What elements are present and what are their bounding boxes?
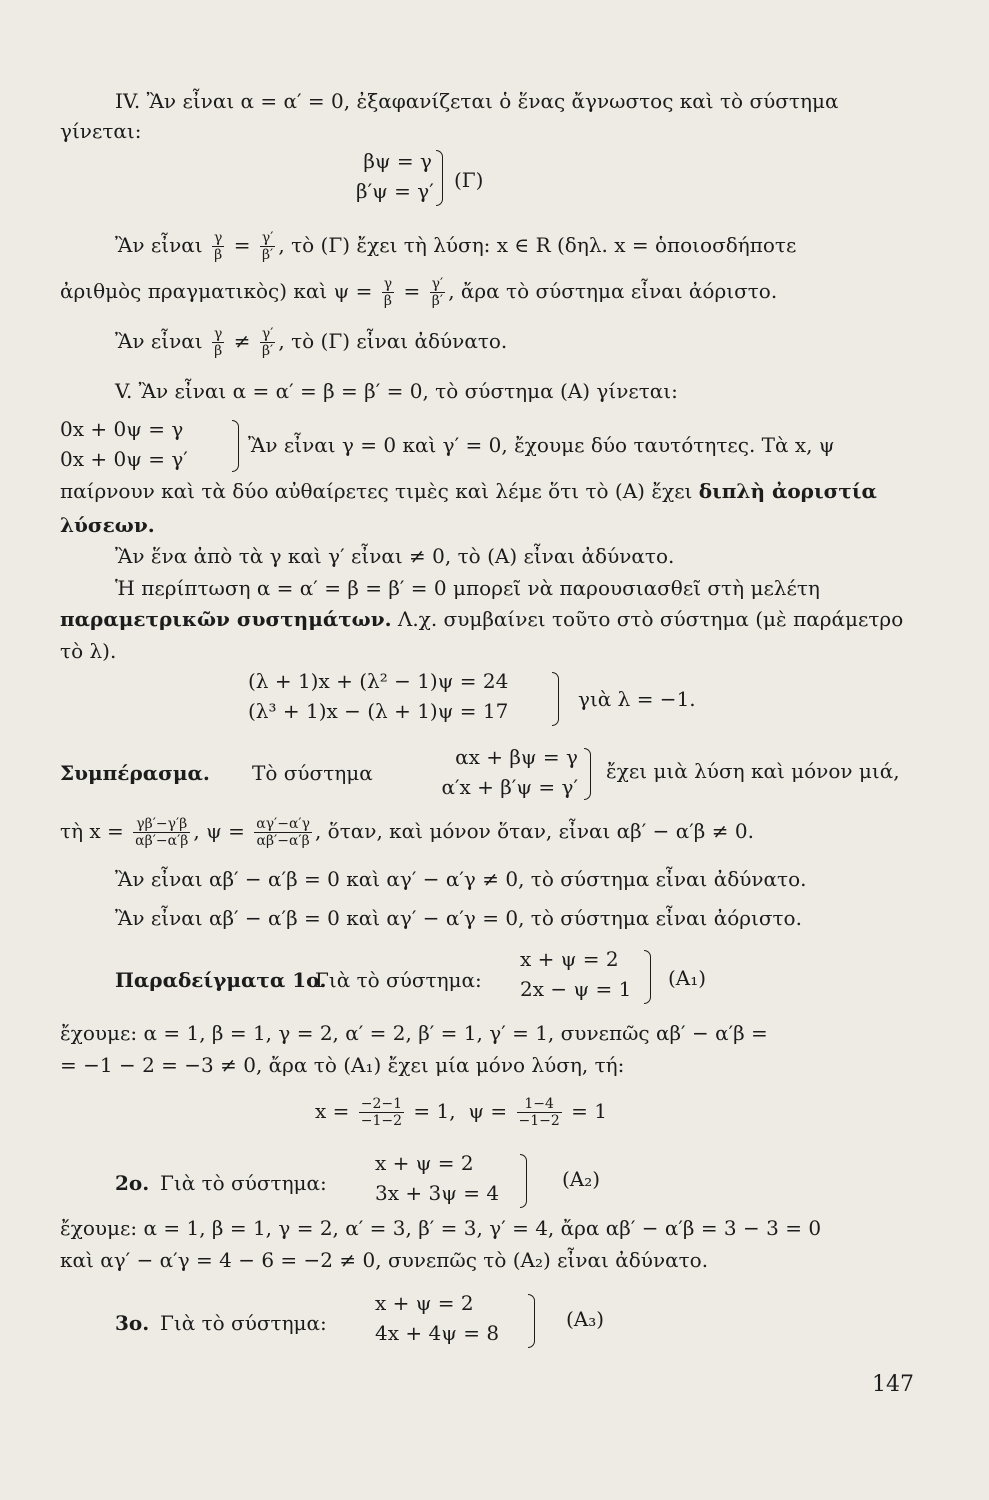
numerator: γ′ [431, 276, 444, 292]
bold-term: παραμετρικῶν συστημάτων. [60, 607, 392, 631]
brace [552, 672, 559, 726]
ex1-system [520, 944, 631, 1004]
gamma-system [356, 146, 432, 206]
ex1-eq-2: 2x − ψ = 1 [520, 977, 632, 1001]
ex2-system [375, 1148, 499, 1208]
ex2-eq-2: 3x + 3ψ = 4 [375, 1181, 500, 1205]
text: τὴ x = [60, 819, 124, 843]
param-system [248, 666, 508, 726]
section-v-line-4: λύσεων. [60, 513, 155, 537]
conclusion-pre: Τὸ σύστημα [252, 761, 373, 785]
section-iv-line-1: IV. Ἂν εἶναι α = α′ = 0, ἐξαφανίζεται ὁ ἕνας ἄγνωστος καὶ τὸ σύστημα [115, 89, 839, 113]
brace [232, 420, 239, 472]
text: , τὸ (Γ) εἶναι ἀδύνατο. [278, 329, 508, 353]
text: Ἂν εἶναι [115, 329, 203, 353]
bold-term: διπλὴ ἀοριστία [698, 479, 877, 503]
examples-title: Παραδείγματα 1ο. [115, 968, 327, 992]
ex2-line-2: καὶ αγ′ − α′γ = 4 − 6 = −2 ≠ 0, συνεπῶς τὸ (Α₂) εἶναι ἀδύνατο. [60, 1248, 709, 1272]
ex1-label: (Α₁) [668, 966, 707, 990]
text: , τὸ (Γ) ἔχει τὴ λύση: x ∈ R (δηλ. x = ὁποιοσδήποτε [278, 233, 797, 257]
ex2-pre: Γιὰ τὸ σύστημα: [160, 1171, 327, 1195]
denominator: αβ′−α′β [256, 833, 310, 849]
general-eq-2: α′x + β′ψ = γ′ [441, 775, 578, 799]
general-system [400, 742, 578, 802]
conclusion-side: ἔχει μιὰ λύση καὶ μόνον μιά, [606, 759, 900, 783]
brace [520, 1154, 527, 1208]
ex1-line-1: ἔχουμε: α = 1, β = 1, γ = 2, α′ = 2, β′ = 1, γ′ = 1, συνεπῶς αβ′ − α′β = [60, 1021, 768, 1045]
ex1-solution [315, 1096, 607, 1129]
general-eq-1: αx + βψ = γ [455, 745, 578, 769]
brace [584, 748, 591, 800]
param-eq-1: (λ + 1)x + (λ² − 1)ψ = 24 [248, 669, 509, 693]
denominator: −1−2 [360, 1113, 403, 1129]
numerator: γβ′−γ′β [133, 816, 190, 833]
ex2-line-1: ἔχουμε: α = 1, β = 1, γ = 2, α′ = 3, β′ = 3, γ′ = 4, ἄρα αβ′ − α′β = 3 − 3 = 0 [60, 1216, 822, 1240]
ex3-label: (Α₃) [566, 1307, 605, 1331]
numerator: γ′ [261, 230, 274, 246]
ex3-eq-1: x + ψ = 2 [375, 1291, 474, 1315]
fraction [133, 816, 190, 849]
denominator: αβ′−α′β [135, 833, 189, 849]
fraction [212, 326, 224, 359]
gamma-label: (Γ) [454, 168, 484, 192]
ex2-label: (Α₂) [562, 1167, 601, 1191]
zero-eq-2: 0x + 0ψ = γ′ [60, 447, 188, 471]
text: , ψ = [193, 819, 245, 843]
text: ψ = [468, 1099, 508, 1123]
not-equal: ≠ [233, 329, 251, 353]
zero-eq-1: 0x + 0ψ = γ [60, 417, 184, 441]
conclusion-solution [60, 816, 754, 849]
fraction [517, 1096, 562, 1129]
zero-system [60, 414, 188, 474]
numerator: 1−4 [517, 1096, 562, 1113]
numerator: γ [383, 276, 393, 292]
ex3-eq-2: 4x + 4ψ = 8 [375, 1321, 500, 1345]
numerator: γ [213, 326, 223, 342]
denominator: β [214, 247, 223, 263]
brace [644, 950, 651, 1004]
text: = 1 [571, 1099, 607, 1123]
section-iv-line-3 [115, 230, 796, 263]
ex3-title: 3ο. [115, 1311, 150, 1335]
fraction [430, 276, 446, 309]
fraction [359, 1096, 404, 1129]
param-eq-2: (λ³ + 1)x − (λ + 1)ψ = 17 [248, 699, 509, 723]
fraction [260, 230, 276, 263]
gamma-eq-1: βψ = γ [363, 149, 432, 173]
ex1-pre: Γιὰ τὸ σύστημα: [315, 968, 482, 992]
denominator: β [214, 343, 223, 359]
section-iv-line-5 [115, 326, 507, 359]
numerator: γ′ [261, 326, 274, 342]
section-iv-line-2: γίνεται: [60, 119, 142, 143]
text: παίρνουν καὶ τὰ δύο αὐθαίρετες τιμὲς καὶ λέμε ὅτι τὸ (Α) ἔχει [60, 479, 693, 503]
text: Ἂν εἶναι [115, 233, 203, 257]
ex1-line-2: = −1 − 2 = −3 ≠ 0, ἄρα τὸ (Α₁) ἔχει μία μόνο λύση, τή: [60, 1053, 625, 1077]
section-v-line-3 [60, 478, 877, 504]
text: , ἄρα τὸ σύστημα εἶναι ἀόριστο. [448, 279, 778, 303]
text: Λ.χ. συμβαίνει τοῦτο στὸ σύστημα (μὲ παράμετρο [397, 607, 904, 631]
section-v-line-7 [60, 606, 903, 632]
text: ἀριθμὸς πραγματικὸς) καὶ ψ = [60, 279, 373, 303]
conclusion-line-3: Ἂν εἶναι αβ′ − α′β = 0 καὶ αγ′ − α′γ = 0, τὸ σύστημα εἶναι ἀόριστο. [115, 906, 802, 930]
conclusion-line-2: Ἂν εἶναι αβ′ − α′β = 0 καὶ αγ′ − α′γ ≠ 0, τὸ σύστημα εἶναι ἀδύνατο. [115, 867, 807, 891]
ex2-title: 2ο. [115, 1171, 150, 1195]
equals: = [233, 233, 251, 257]
fraction [254, 816, 312, 849]
text: = 1, [413, 1099, 456, 1123]
denominator: −1−2 [518, 1113, 560, 1129]
section-v-line-8: τὸ λ). [60, 639, 117, 663]
brace [528, 1294, 535, 1348]
fraction [382, 276, 394, 309]
brace [436, 150, 443, 206]
gamma-eq-2: β′ψ = γ′ [356, 179, 434, 203]
conclusion-title: Συμπέρασμα. [60, 761, 210, 785]
ex1-eq-1: x + ψ = 2 [520, 947, 619, 971]
text: x = [315, 1099, 350, 1123]
denominator: β′ [431, 293, 444, 309]
section-v-line-5: Ἂν ἕνα ἀπὸ τὰ γ καὶ γ′ εἶναι ≠ 0, τὸ (Α) εἶναι ἀδύνατο. [115, 544, 675, 568]
section-v-line-6: Ἡ περίπτωση α = α′ = β = β′ = 0 μπορεῖ νὰ παρουσιασθεῖ στὴ μελέτη [115, 576, 820, 600]
ex2-eq-1: x + ψ = 2 [375, 1151, 474, 1175]
text: , ὅταν, καὶ μόνον ὅταν, εἶναι αβ′ − α′β ≠ 0. [314, 819, 754, 843]
fraction [260, 326, 276, 359]
denominator: β′ [261, 247, 274, 263]
fraction [212, 230, 224, 263]
numerator: −2−1 [360, 1096, 403, 1112]
equals: = [403, 279, 421, 303]
ex3-system [375, 1288, 499, 1348]
zero-system-side: Ἂν εἶναι γ = 0 καὶ γ′ = 0, ἔχουμε δύο ταυτότητες. Τὰ x, ψ [248, 433, 835, 457]
numerator: γ [213, 230, 223, 246]
ex3-pre: Γιὰ τὸ σύστημα: [160, 1311, 327, 1335]
section-iv-line-4 [60, 276, 777, 309]
page-number: 147 [872, 1372, 914, 1397]
param-side: γιὰ λ = −1. [578, 687, 696, 711]
denominator: β [383, 293, 393, 309]
section-v-line-1: V. Ἂν εἶναι α = α′ = β = β′ = 0, τὸ σύστημα (Α) γίνεται: [115, 379, 678, 403]
denominator: β′ [261, 343, 274, 359]
numerator: αγ′−α′γ [256, 816, 310, 832]
